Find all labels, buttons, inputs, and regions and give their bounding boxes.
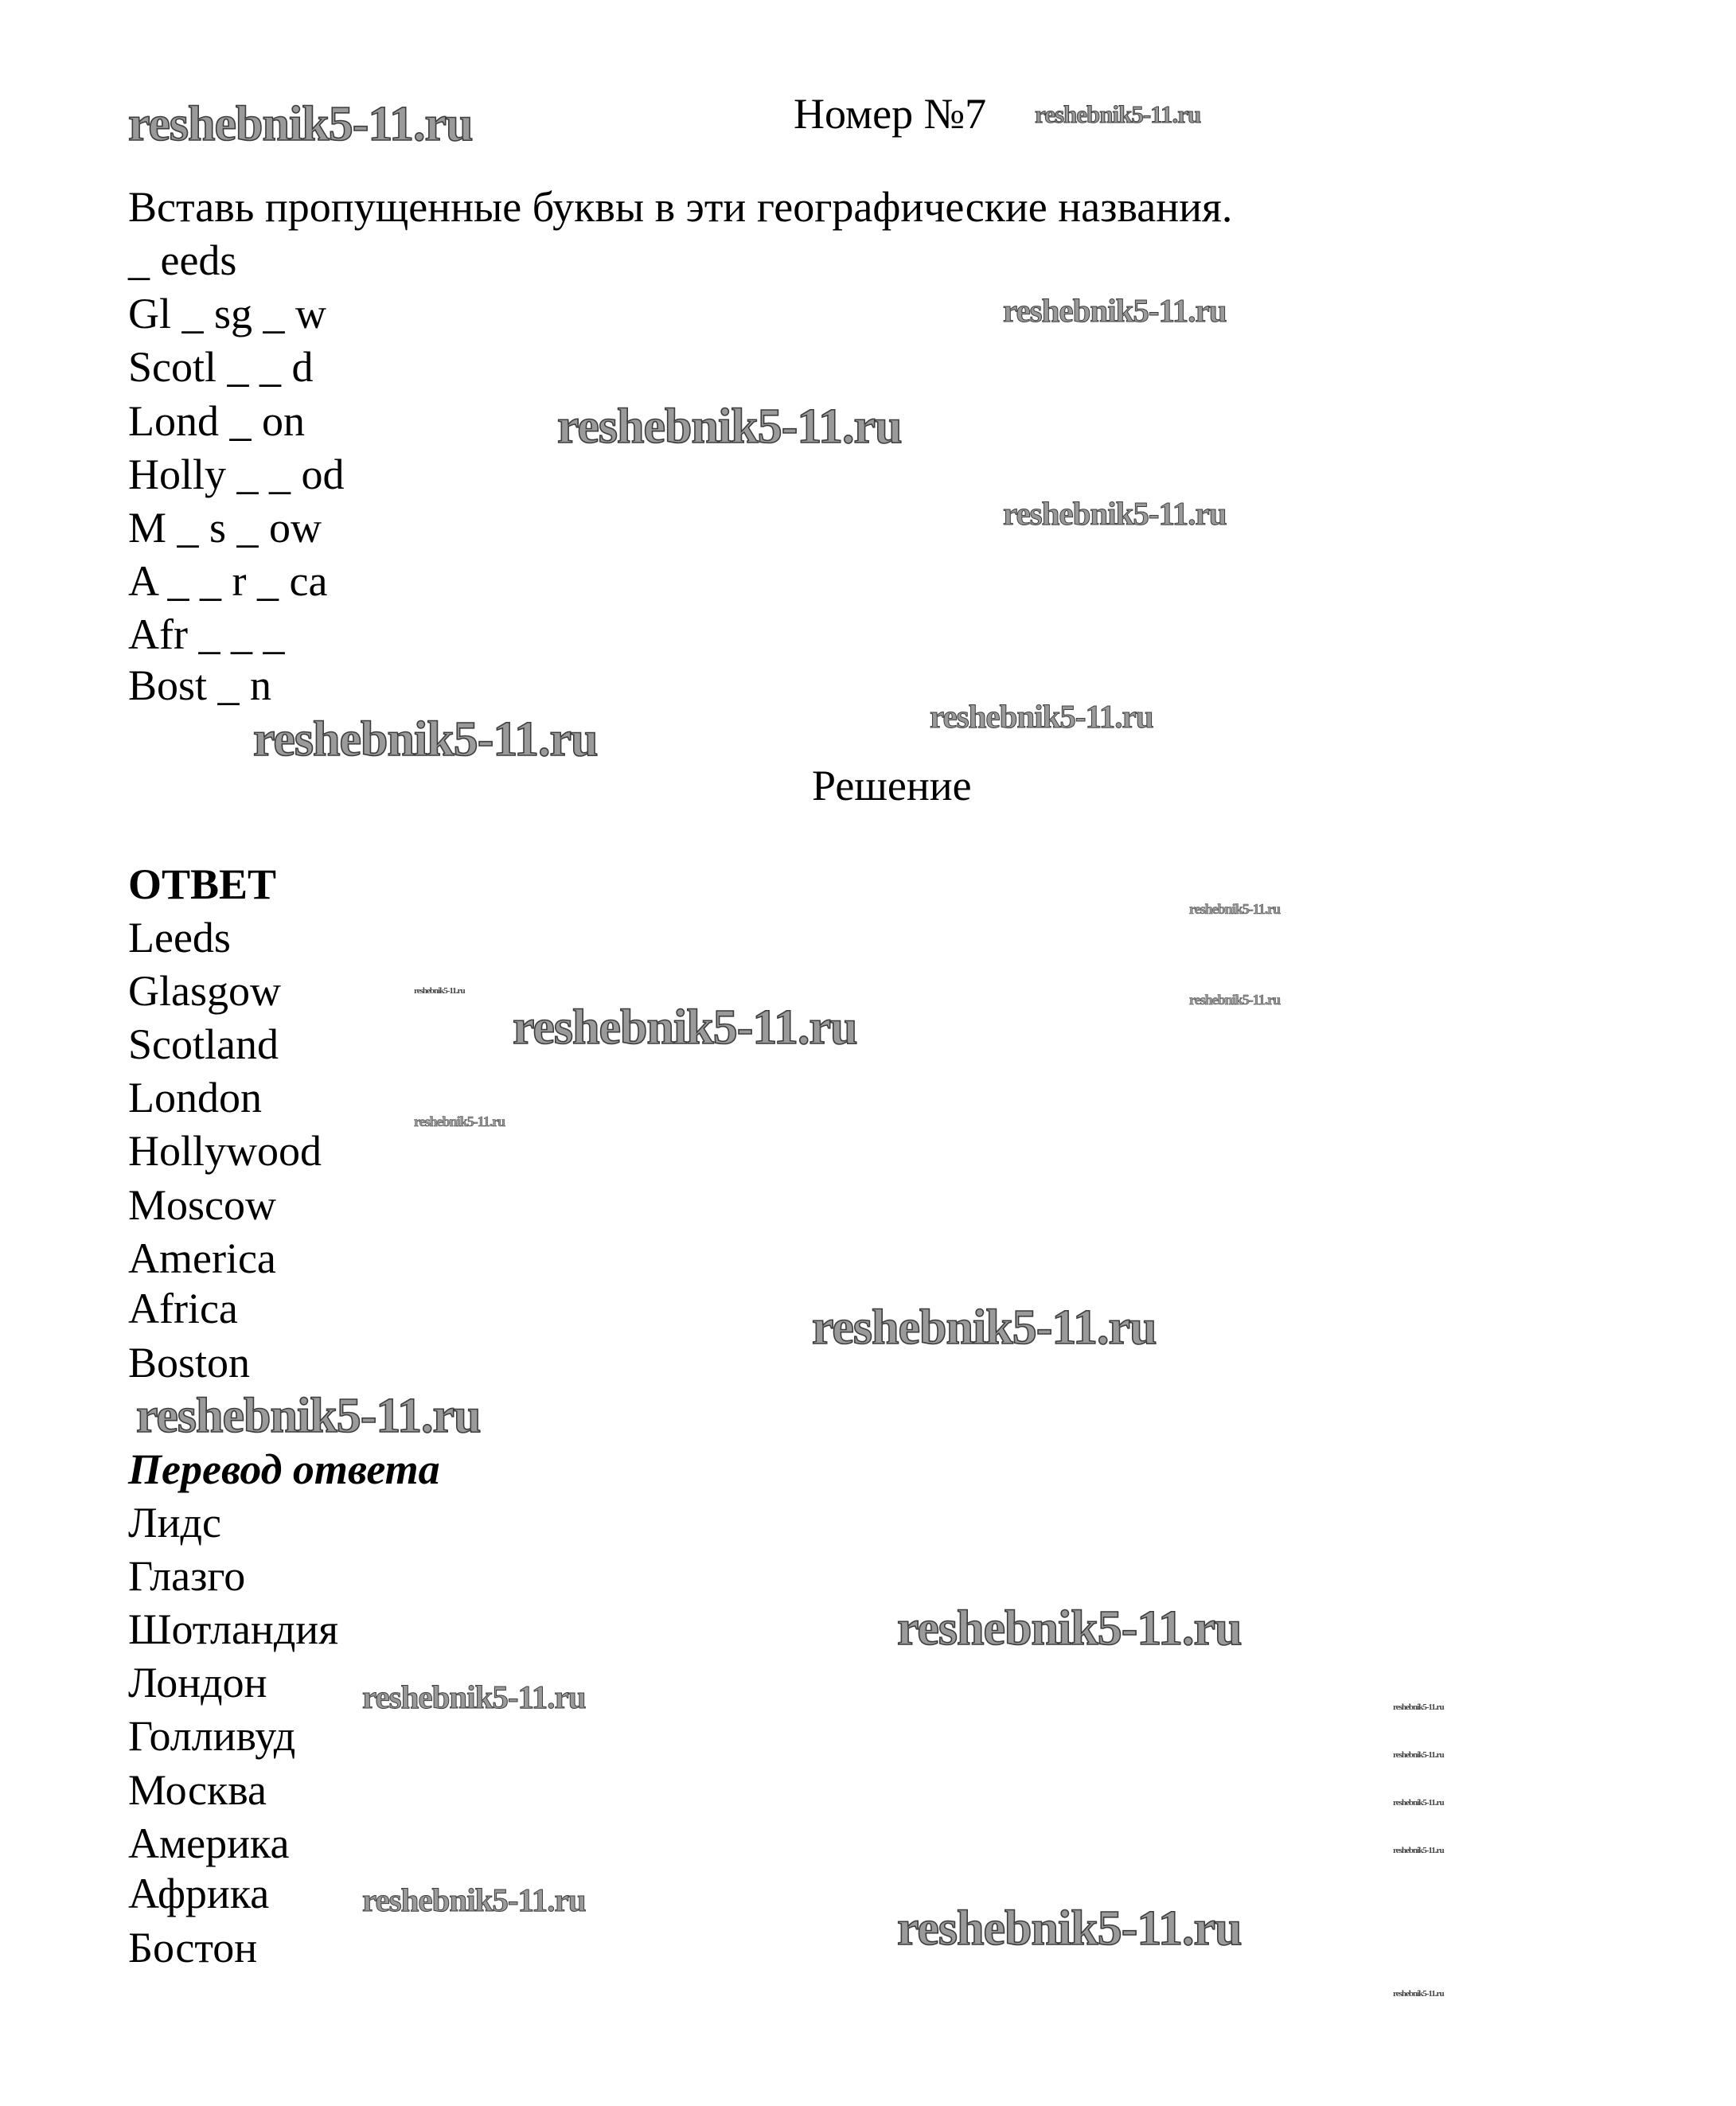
task-item: Scotl _ _ d bbox=[128, 343, 314, 391]
watermark: reshebnik5-11.ru bbox=[362, 1882, 586, 1918]
watermark: reshebnik5-11.ru bbox=[1003, 495, 1227, 532]
watermark: reshebnik5-11.ru bbox=[1393, 1846, 1444, 1855]
task-item: Lond _ on bbox=[128, 397, 305, 445]
task-item: Holly _ _ od bbox=[128, 450, 345, 498]
watermark: reshebnik5-11.ru bbox=[1189, 992, 1281, 1008]
task-item: _ eeds bbox=[128, 236, 237, 284]
watermark: reshebnik5-11.ru bbox=[1393, 1798, 1444, 1808]
translation-item: Глазго bbox=[128, 1552, 246, 1600]
task-item: Afr _ _ _ bbox=[128, 610, 285, 658]
task-item: Gl _ sg _ w bbox=[128, 290, 327, 337]
translation-item: Лондон bbox=[128, 1659, 267, 1706]
answer-heading: ОТВЕТ bbox=[128, 860, 277, 908]
task-item: M _ s _ ow bbox=[128, 504, 322, 552]
translation-item: Москва bbox=[128, 1766, 267, 1814]
task-item: Bost _ n bbox=[128, 661, 272, 709]
answer-item: Leeds bbox=[128, 914, 231, 961]
translation-item: Америка bbox=[128, 1819, 290, 1867]
answer-item: Scotland bbox=[128, 1020, 279, 1068]
watermark: reshebnik5-11.ru bbox=[1035, 100, 1201, 128]
watermark: reshebnik5-11.ru bbox=[136, 1389, 481, 1443]
watermark: reshebnik5-11.ru bbox=[253, 712, 598, 766]
answer-item: Moscow bbox=[128, 1181, 276, 1229]
answer-item: Africa bbox=[128, 1285, 238, 1332]
translation-item: Лидс bbox=[128, 1499, 221, 1546]
watermark: reshebnik5-11.ru bbox=[930, 698, 1153, 735]
watermark: reshebnik5-11.ru bbox=[1393, 1989, 1444, 1999]
answer-item: London bbox=[128, 1074, 262, 1121]
translation-item: Африка bbox=[128, 1870, 270, 1917]
translation-item: Бостон bbox=[128, 1924, 258, 1971]
translation-item: Шотландия bbox=[128, 1605, 339, 1653]
page-title: Номер №7 bbox=[794, 90, 987, 138]
watermark: reshebnik5-11.ru bbox=[897, 1601, 1242, 1656]
watermark: reshebnik5-11.ru bbox=[513, 1000, 857, 1055]
watermark: reshebnik5-11.ru bbox=[414, 1113, 505, 1129]
answer-item: Boston bbox=[128, 1339, 251, 1386]
watermark: reshebnik5-11.ru bbox=[897, 1901, 1242, 1956]
answer-item: Glasgow bbox=[128, 967, 281, 1015]
watermark: reshebnik5-11.ru bbox=[362, 1679, 586, 1715]
watermark: reshebnik5-11.ru bbox=[1393, 1702, 1444, 1712]
watermark: reshebnik5-11.ru bbox=[128, 97, 473, 151]
watermark: reshebnik5-11.ru bbox=[1003, 292, 1227, 329]
answer-item: Hollywood bbox=[128, 1127, 322, 1175]
task-item: A _ _ r _ ca bbox=[128, 557, 328, 605]
watermark: reshebnik5-11.ru bbox=[1189, 901, 1281, 917]
watermark: reshebnik5-11.ru bbox=[812, 1301, 1157, 1355]
watermark: reshebnik5-11.ru bbox=[1393, 1750, 1444, 1760]
translation-heading: Перевод ответа bbox=[128, 1445, 440, 1493]
task-instruction: Вставь пропущенные буквы в эти географические названия. bbox=[128, 183, 1233, 231]
watermark: reshebnik5-11.ru bbox=[557, 400, 902, 454]
answer-item: America bbox=[128, 1234, 276, 1282]
watermark: reshebnik5-11.ru bbox=[414, 986, 465, 996]
solution-heading: Решение bbox=[812, 762, 972, 809]
translation-item: Голливуд bbox=[128, 1712, 296, 1760]
